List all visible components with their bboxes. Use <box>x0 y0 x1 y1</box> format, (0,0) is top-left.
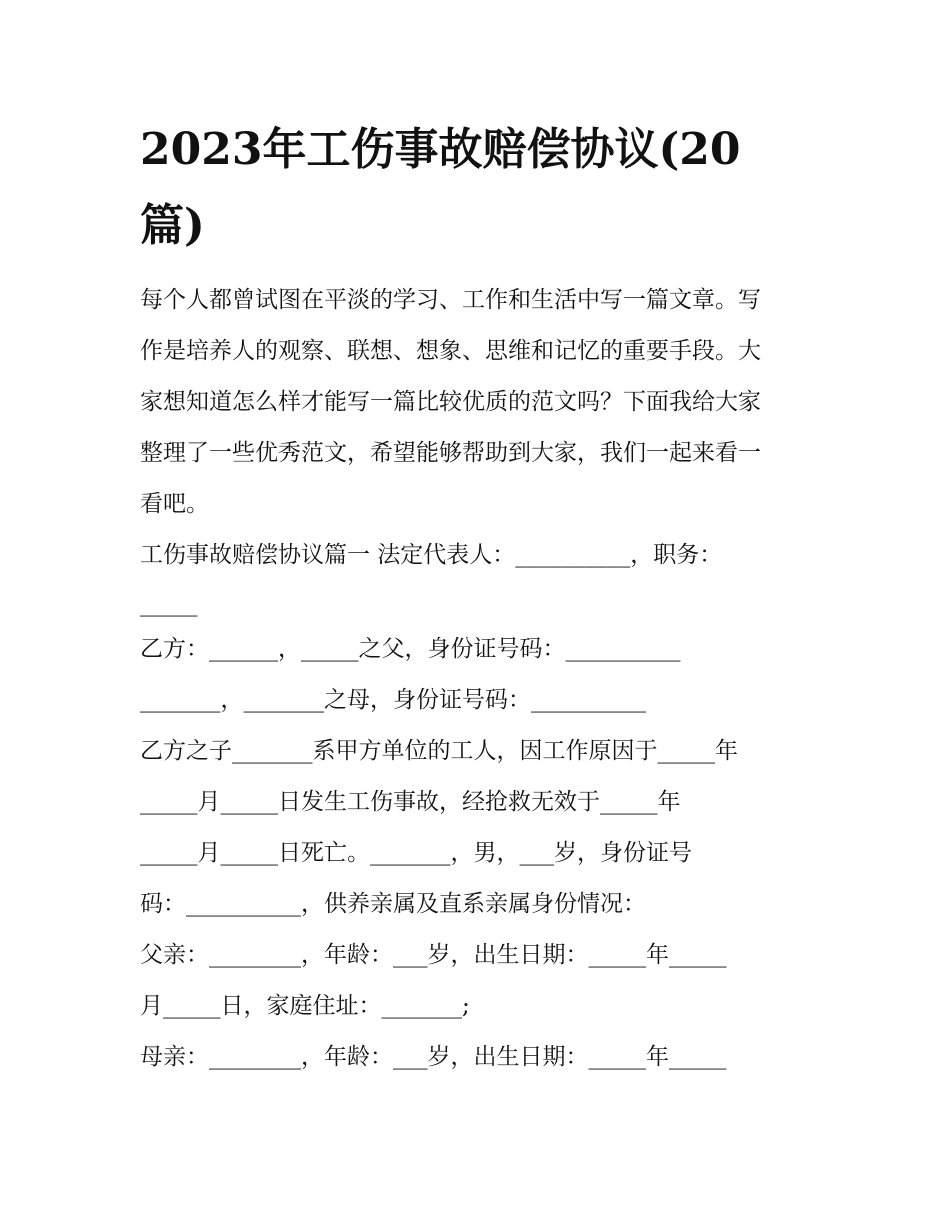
document-title <box>140 112 820 264</box>
intro-line-1: 每个人都曾试图在平淡的学习、工作和生活中写一篇文章。写 <box>140 287 761 313</box>
body-line-accident: 乙方之子_______系甲方单位的工人，因工作原因于_____年 <box>140 738 738 764</box>
body-line-death-date: _____月_____日死亡。_______，男，___岁，身份证号 <box>140 840 692 866</box>
body-line-accident-date: _____月_____日发生工伤事故，经抢救无效于_____年 <box>140 789 681 815</box>
title-line-1: 2023年工伤事故赔偿协议(20 <box>140 124 741 175</box>
title-line-2: 篇) <box>140 200 205 251</box>
body-line-father-info: 父亲：________，年龄：___岁，出生日期：_____年_____ <box>140 942 727 968</box>
body-line-party-b-mother: _______，_______之母，身份证号码：__________ <box>140 687 646 713</box>
body-line-mother-info: 母亲：________，年龄：___岁，出生日期：_____年_____ <box>140 1044 727 1070</box>
body-line-party-b-father: 乙方：______，_____之父，身份证号码：__________ <box>140 636 681 662</box>
intro-line-2: 作是培养人的观察、联想、想象、思维和记忆的重要手段。大 <box>140 338 761 364</box>
intro-line-4: 整理了一些优秀范文，希望能够帮助到大家，我们一起来看一 <box>140 440 761 466</box>
body-line-id-number: 码：__________，供养亲属及直系亲属身份情况： <box>140 891 646 917</box>
body-line-duty-blank: _____ <box>140 591 198 617</box>
intro-line-3: 家想知道怎么样才能写一篇比较优质的范文吗？下面我给大家 <box>140 389 761 415</box>
section-heading-line: 工伤事故赔偿协议篇一 法定代表人：__________，职务： <box>140 542 723 568</box>
body-line-father-address: 月_____日，家庭住址：_______; <box>140 993 470 1019</box>
intro-line-5: 看吧。 <box>140 491 209 517</box>
